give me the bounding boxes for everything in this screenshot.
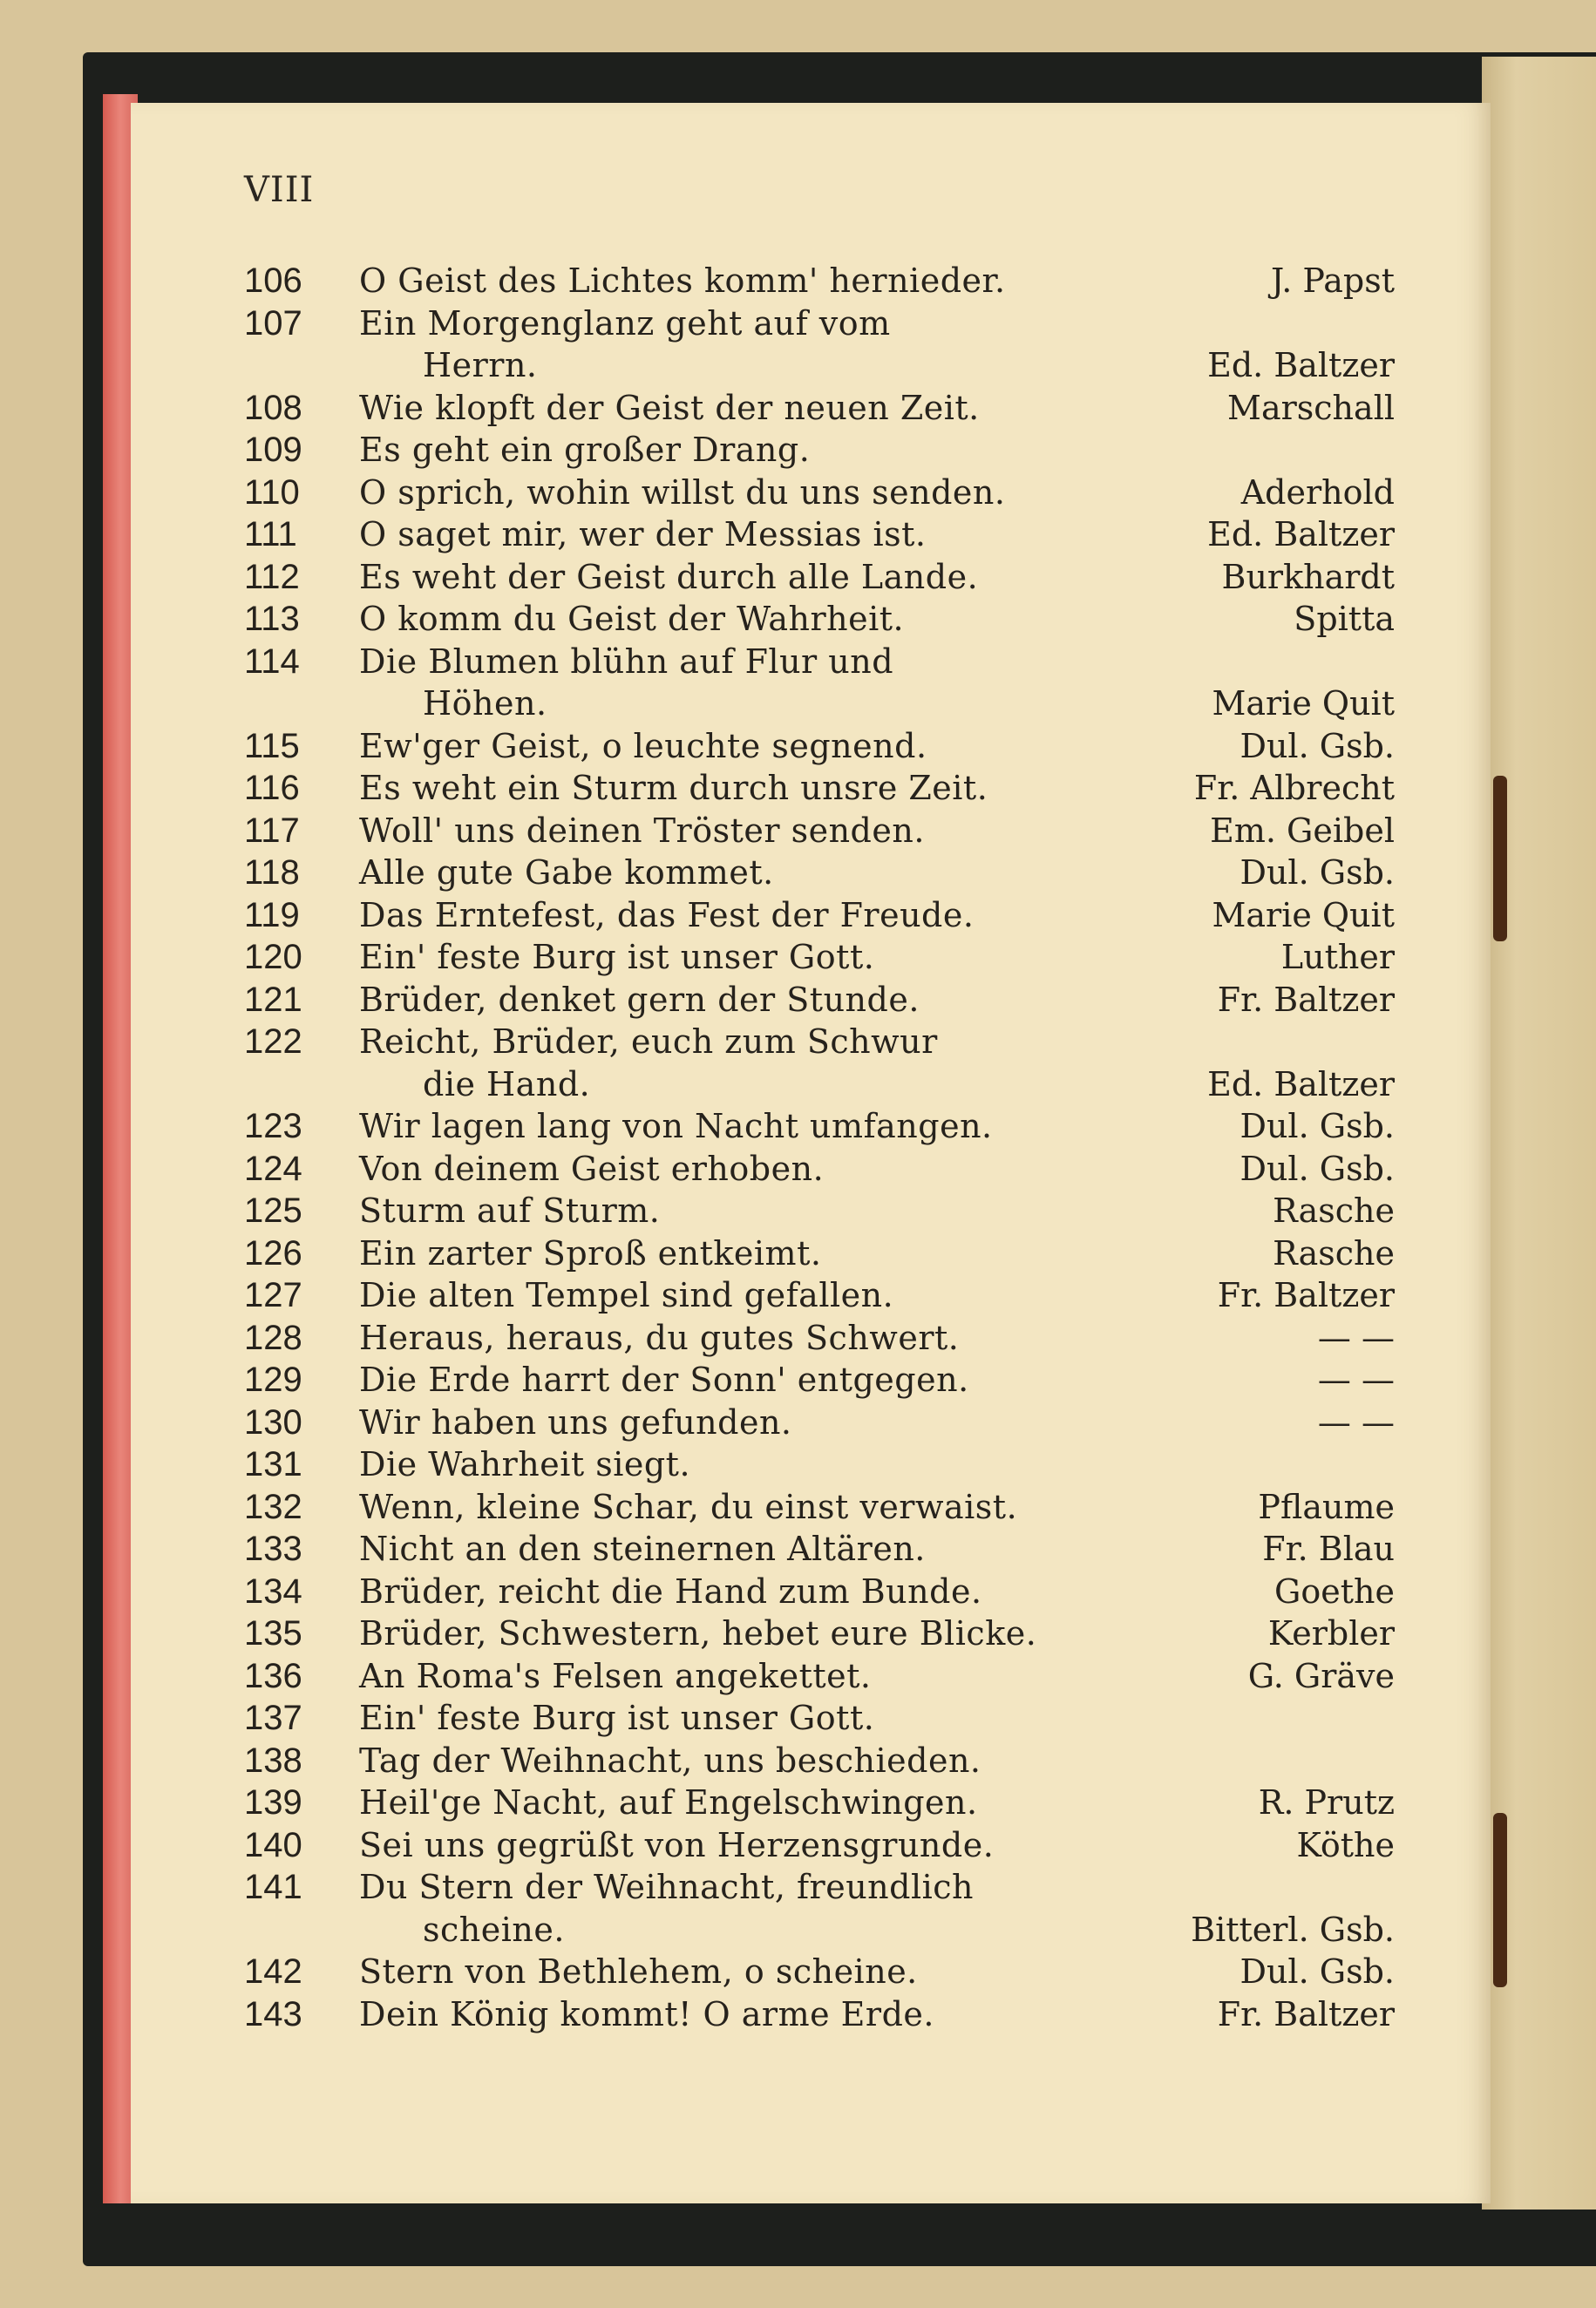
hymn-author: Burkhardt	[1221, 557, 1395, 596]
hymn-number: 140	[244, 1825, 302, 1864]
hymn-number: 109	[244, 431, 302, 469]
hymn-author: Ed. Baltzer	[1207, 1064, 1395, 1103]
hymn-number: 114	[244, 641, 300, 681]
hymn-author: Rasche	[1273, 1191, 1395, 1230]
list-item-continuation	[244, 1909, 1395, 1952]
list-item	[244, 1612, 1395, 1655]
hymn-number: 125	[244, 1191, 302, 1230]
list-item	[244, 767, 1395, 810]
list-item	[244, 1951, 1395, 1993]
hymn-number: 118	[244, 853, 300, 892]
hymn-number: 116	[244, 769, 300, 807]
hymn-author: — —	[1317, 1361, 1395, 1399]
list-item	[244, 1148, 1395, 1191]
hymn-title: Wir lagen lang von Nacht umfangen.	[359, 1107, 993, 1145]
hymn-author: Spitta	[1294, 600, 1395, 638]
list-item	[244, 1317, 1395, 1360]
hymn-title: Ein' feste Burg ist unser Gott.	[359, 1699, 875, 1737]
binding-clip-top	[1493, 776, 1507, 941]
list-item	[244, 429, 1395, 472]
hymn-author: Luther	[1280, 938, 1395, 976]
hymn-author: Dul. Gsb.	[1239, 726, 1395, 765]
list-item	[244, 641, 1395, 683]
list-item	[244, 302, 1395, 345]
hymn-title-continuation: Herrn.	[423, 346, 538, 384]
hymn-title: Heil'ge Nacht, auf Engelschwingen.	[359, 1783, 978, 1822]
hymn-number: 136	[244, 1656, 302, 1695]
list-item	[244, 387, 1395, 430]
list-item-continuation	[244, 1063, 1395, 1106]
hymn-author: G. Gräve	[1247, 1656, 1395, 1695]
hymn-title: O saget mir, wer der Messias ist.	[359, 515, 927, 553]
hymn-author: Dul. Gsb.	[1239, 1107, 1395, 1145]
hymn-title: Heraus, heraus, du gutes Schwert.	[359, 1318, 960, 1357]
hymn-author: Ed. Baltzer	[1207, 346, 1395, 384]
hymn-title: O komm du Geist der Wahrheit.	[359, 600, 905, 638]
hymn-title: Von deinem Geist erhoben.	[359, 1149, 825, 1188]
hymn-author: Dul. Gsb.	[1239, 853, 1395, 892]
hymn-author: Fr. Baltzer	[1217, 1276, 1395, 1314]
hymn-author: Fr. Albrecht	[1193, 769, 1395, 807]
hymn-number: 142	[244, 1952, 302, 1991]
list-item	[244, 260, 1395, 302]
hymn-title: Sturm auf Sturm.	[359, 1191, 661, 1230]
hymn-title: Es weht der Geist durch alle Lande.	[359, 557, 979, 596]
list-item	[244, 472, 1395, 514]
hymn-number: 128	[244, 1318, 302, 1357]
list-item	[244, 979, 1395, 1022]
hymn-author: — —	[1317, 1318, 1395, 1357]
hymn-title: Die Wahrheit siegt.	[359, 1445, 691, 1483]
hymn-number: 107	[244, 303, 302, 343]
hymn-number: 130	[244, 1402, 302, 1442]
list-item	[244, 1697, 1395, 1740]
hymn-number: 131	[244, 1445, 302, 1483]
hymn-number: 126	[244, 1233, 302, 1273]
hymn-index-list	[244, 260, 1395, 2035]
hymn-title: Sei uns gegrüßt von Herzensgrunde.	[359, 1825, 995, 1864]
hymn-title: An Roma's Felsen angekettet.	[359, 1656, 872, 1695]
hymn-author: Pflaume	[1258, 1487, 1395, 1526]
list-item	[244, 1782, 1395, 1824]
list-item	[244, 1402, 1395, 1444]
list-item	[244, 1571, 1395, 1613]
list-item	[244, 936, 1395, 979]
hymn-title: Stern von Bethlehem, o scheine.	[359, 1952, 918, 1991]
hymn-title: Es geht ein großer Drang.	[359, 431, 811, 469]
list-item	[244, 1486, 1395, 1529]
hymn-title: Die alten Tempel sind gefallen.	[359, 1276, 894, 1314]
hymn-title: Wenn, kleine Schar, du einst verwaist.	[359, 1487, 1018, 1526]
hymn-title: Brüder, reicht die Hand zum Bunde.	[359, 1571, 982, 1611]
hymn-number: 120	[244, 938, 302, 976]
list-item-continuation	[244, 682, 1395, 725]
hymn-number: 111	[244, 515, 297, 553]
hymn-title: Brüder, Schwestern, hebet eure Blicke.	[359, 1614, 1037, 1653]
hymn-number: 115	[244, 726, 300, 765]
list-item	[244, 894, 1395, 937]
list-item	[244, 1105, 1395, 1148]
list-item	[244, 1190, 1395, 1232]
hymn-title: Nicht an den steinernen Altären.	[359, 1530, 926, 1568]
hymn-author: Em. Geibel	[1210, 811, 1395, 850]
hymn-number: 112	[244, 557, 300, 596]
hymn-number: 123	[244, 1107, 302, 1145]
hymn-title: O Geist des Lichtes komm' hernieder.	[359, 261, 1006, 300]
hymn-title: Wie klopft der Geist der neuen Zeit.	[359, 388, 980, 427]
list-item	[244, 1274, 1395, 1317]
hymn-title: O sprich, wohin willst du uns senden.	[359, 472, 1006, 512]
list-item	[244, 725, 1395, 768]
hymn-title: Du Stern der Weihnacht, freundlich	[359, 1868, 975, 1906]
hymn-title: Reicht, Brüder, euch zum Schwur	[359, 1022, 938, 1061]
list-item	[244, 1866, 1395, 1909]
hymn-number: 129	[244, 1361, 302, 1399]
list-item	[244, 598, 1395, 641]
hymn-number: 119	[244, 895, 300, 934]
hymn-number: 121	[244, 980, 302, 1019]
hymn-number: 143	[244, 1994, 302, 2033]
hymn-number: 124	[244, 1149, 302, 1188]
list-item	[244, 1232, 1395, 1275]
hymn-number: 106	[244, 261, 302, 300]
list-item	[244, 1359, 1395, 1402]
hymn-title: Alle gute Gabe kommet.	[359, 853, 774, 892]
list-item	[244, 1021, 1395, 1063]
hymn-number: 134	[244, 1571, 302, 1611]
hymn-author: Köthe	[1296, 1825, 1395, 1864]
hymn-author: Marie Quit	[1212, 895, 1395, 934]
hymn-title: Das Erntefest, das Fest der Freude.	[359, 895, 975, 934]
hymn-title: Ein' feste Burg ist unser Gott.	[359, 938, 875, 976]
list-item	[244, 513, 1395, 556]
hymn-title: Tag der Weihnacht, uns beschieden.	[359, 1741, 981, 1780]
hymn-title: Ew'ger Geist, o leuchte segnend.	[359, 726, 927, 765]
hymn-title-continuation: Höhen.	[423, 684, 547, 723]
hymn-author: Bitterl. Gsb.	[1191, 1910, 1395, 1949]
hymn-author: Dul. Gsb.	[1239, 1952, 1395, 1991]
hymn-title: Woll' uns deinen Tröster senden.	[359, 811, 925, 850]
hymn-author: R. Prutz	[1258, 1783, 1395, 1822]
hymn-title: Die Blumen blühn auf Flur und	[359, 641, 894, 681]
list-item-continuation	[244, 344, 1395, 387]
hymn-author: Ed. Baltzer	[1207, 515, 1395, 553]
list-item	[244, 1655, 1395, 1698]
hymn-number: 138	[244, 1741, 302, 1780]
hymn-number: 132	[244, 1487, 302, 1526]
hymn-author: Rasche	[1273, 1233, 1395, 1273]
hymn-number: 113	[244, 600, 300, 638]
hymn-author: Goethe	[1274, 1571, 1395, 1611]
list-item	[244, 1740, 1395, 1782]
hymn-number: 135	[244, 1614, 302, 1653]
list-item	[244, 1443, 1395, 1486]
hymn-title: Es weht ein Sturm durch unsre Zeit.	[359, 769, 988, 807]
hymn-number: 108	[244, 388, 302, 427]
list-item	[244, 556, 1395, 599]
hymn-number: 117	[244, 811, 300, 850]
hymn-number: 137	[244, 1699, 302, 1737]
hymn-title: Dein König kommt! O arme Erde.	[359, 1994, 934, 2033]
hymn-author: Kerbler	[1267, 1614, 1395, 1653]
list-item	[244, 1528, 1395, 1571]
page-number: VIII	[244, 170, 315, 210]
list-item	[244, 810, 1395, 852]
hymn-author: Aderhold	[1240, 472, 1395, 512]
hymn-author: J. Papst	[1270, 261, 1395, 300]
hymn-title: Wir haben uns gefunden.	[359, 1402, 792, 1442]
hymn-author: Marie Quit	[1212, 684, 1395, 723]
binding-clip-bottom	[1493, 1813, 1507, 1987]
hymn-author: Fr. Baltzer	[1217, 1994, 1395, 2033]
hymn-number: 110	[244, 472, 300, 512]
hymn-title: Die Erde harrt der Sonn' entgegen.	[359, 1361, 969, 1399]
hymn-number: 127	[244, 1276, 302, 1314]
hymn-title: Ein zarter Sproß entkeimt.	[359, 1233, 822, 1273]
hymn-author: — —	[1317, 1402, 1395, 1442]
hymn-number: 141	[244, 1868, 302, 1906]
hymn-number: 122	[244, 1022, 302, 1061]
hymn-title: Brüder, denket gern der Stunde.	[359, 980, 920, 1019]
list-item	[244, 1993, 1395, 2036]
hymn-author: Marschall	[1227, 388, 1395, 427]
hymn-number: 133	[244, 1530, 302, 1568]
hymn-author: Fr. Baltzer	[1217, 980, 1395, 1019]
list-item	[244, 1824, 1395, 1867]
hymn-author: Fr. Blau	[1262, 1530, 1395, 1568]
hymn-author: Dul. Gsb.	[1239, 1149, 1395, 1188]
hymn-title: Ein Morgenglanz geht auf vom	[359, 303, 891, 343]
hymn-number: 139	[244, 1783, 302, 1822]
hymn-title-continuation: die Hand.	[423, 1064, 591, 1103]
list-item	[244, 852, 1395, 894]
hymn-title-continuation: scheine.	[423, 1910, 565, 1949]
